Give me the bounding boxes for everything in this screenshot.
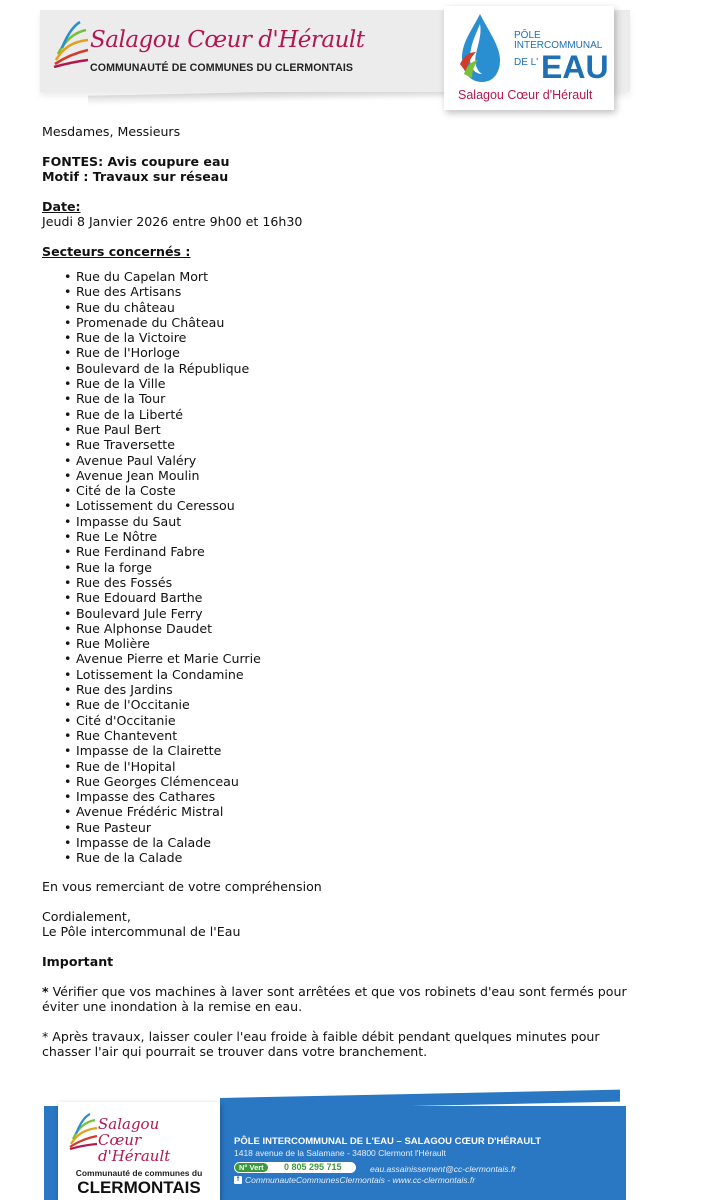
bullet-icon: • <box>64 743 72 759</box>
street-name: Rue de la Liberté <box>76 406 184 422</box>
bullet-icon: • <box>64 773 72 789</box>
street-list-item <box>42 697 642 712</box>
street-name: Rue Georges Clémenceau <box>76 773 239 789</box>
footer-clermontais-label: CLERMONTAIS <box>77 1178 201 1197</box>
street-list-item <box>42 759 642 774</box>
street-list-item <box>42 345 642 360</box>
street-name: Rue de l'Hopital <box>76 758 176 774</box>
bullet-icon: • <box>64 360 72 376</box>
footer-title: PÔLE INTERCOMMUNAL DE L'EAU – SALAGOU CŒUR D'HÉRAULT <box>234 1136 542 1147</box>
bullet-icon: • <box>64 391 72 407</box>
street-name: Avenue Paul Valéry <box>76 452 197 468</box>
bullet-icon: • <box>64 345 72 361</box>
street-list-item <box>42 284 642 299</box>
salagou-rays-icon <box>52 20 90 68</box>
footer-rays-icon <box>68 1112 98 1150</box>
bullet-icon: • <box>64 590 72 606</box>
bullet-icon: • <box>64 789 72 805</box>
bullet-icon: • <box>64 330 72 346</box>
bullet-icon: • <box>64 437 72 453</box>
bullet-icon: • <box>64 758 72 774</box>
street-name: Impasse de la Calade <box>76 834 212 850</box>
bullet-icon: • <box>64 804 72 820</box>
footer-clermontais-logo <box>58 1102 220 1200</box>
bullet-icon: • <box>64 544 72 560</box>
numero-vert-badge <box>234 1162 356 1173</box>
street-name: Rue de la Ville <box>76 376 166 392</box>
footer-social-web-link[interactable]: CommunauteCommunesClermontais - www.cc-clermontais.fr <box>245 1175 476 1185</box>
bullet-icon: • <box>64 452 72 468</box>
signature-line: Le Pôle intercommunal de l'Eau <box>42 923 241 939</box>
street-list-item <box>42 804 642 819</box>
street-name: Impasse des Cathares <box>76 789 216 805</box>
subject-line: FONTES: Avis coupure eau <box>42 154 230 169</box>
bullet-icon: • <box>64 727 72 743</box>
numero-vert-label: N° Vert <box>235 1163 268 1172</box>
street-name: Rue de la Calade <box>76 850 183 866</box>
motif-line: Motif : Travaux sur réseau <box>42 169 229 184</box>
bullet-icon: • <box>64 620 72 636</box>
street-list-item <box>42 330 642 345</box>
street-list-item <box>42 636 642 651</box>
street-list-item <box>42 315 642 330</box>
street-name: Rue la forge <box>76 559 152 575</box>
bullet-icon: • <box>64 559 72 575</box>
street-list-item <box>42 437 642 452</box>
street-list-item <box>42 529 642 544</box>
street-list-item <box>42 361 642 376</box>
street-name: Avenue Pierre et Marie Currie <box>76 651 261 667</box>
bullet-icon: • <box>64 666 72 682</box>
numero-vert-number: 0 805 295 715 <box>284 1162 342 1172</box>
street-name: Cité de la Coste <box>76 483 176 499</box>
bullet-icon: • <box>64 269 72 284</box>
street-name: Impasse de la Clairette <box>76 743 222 759</box>
street-list-item <box>42 728 642 743</box>
bullet-icon: • <box>64 513 72 529</box>
eau-delle-label: DE L' <box>514 57 539 68</box>
footer-address: 1418 avenue de la Salamane - 34800 Clermont l'Hérault <box>234 1148 446 1158</box>
bullet-icon: • <box>64 314 72 330</box>
bullet-icon: • <box>64 834 72 850</box>
street-list-item <box>42 789 642 804</box>
street-list-item <box>42 667 642 682</box>
street-name: Rue du Capelan Mort <box>76 269 209 284</box>
street-name: Rue des Jardins <box>76 682 173 698</box>
street-list-item <box>42 713 642 728</box>
street-name: Rue Pasteur <box>76 819 152 835</box>
pole-eau-logo <box>444 6 614 110</box>
street-list-item <box>42 269 642 284</box>
street-name: Avenue Jean Moulin <box>76 467 200 483</box>
street-name: Lotissement la Condamine <box>76 666 244 682</box>
street-name: Rue Traversette <box>76 437 175 453</box>
bullet-icon: • <box>64 299 72 315</box>
street-name: Impasse du Saut <box>76 513 182 529</box>
street-list-item <box>42 820 642 835</box>
email-footer-banner <box>0 1080 702 1200</box>
street-name: Rue de la Victoire <box>76 330 187 346</box>
eau-pole-label <box>514 31 602 51</box>
street-list-item <box>42 606 642 621</box>
note-after-works: * Après travaux, laisser couler l'eau froide à faible débit pendant quelques minutes pour chasser l'air qui pourrait se trouver dans votre branchement. <box>42 1028 600 1059</box>
bullet-icon: • <box>64 682 72 698</box>
street-list-item <box>42 835 642 850</box>
footer-script-line1: Salagou <box>98 1115 160 1133</box>
street-list-item <box>42 575 642 590</box>
street-list-item <box>42 468 642 483</box>
footer-email-link[interactable]: eau.assainissement@cc-clermontais.fr <box>370 1164 517 1174</box>
water-drop-icon <box>458 12 502 84</box>
footer-script-line2: Cœur d'Hérault <box>98 1131 171 1165</box>
street-list-item <box>42 774 642 789</box>
street-list-item <box>42 560 642 575</box>
street-name: Boulevard Jule Ferry <box>76 605 203 621</box>
eau-big-label: EAU <box>541 49 609 85</box>
eau-logo-footer: Salagou Cœur d'Hérault <box>458 88 593 102</box>
street-name: Rue de l'Horloge <box>76 345 180 361</box>
bullet-icon: • <box>64 819 72 835</box>
thanks-line: En vous remerciant de votre compréhension <box>42 878 322 894</box>
greeting: Mesdames, Messieurs <box>42 124 181 139</box>
street-list-item <box>42 651 642 666</box>
street-name: Promenade du Château <box>76 314 225 330</box>
footer-cc-label: Communauté de communes du <box>75 1168 203 1178</box>
street-name: Rue de l'Occitanie <box>76 697 190 713</box>
email-body <box>42 124 642 1059</box>
street-list-item <box>42 850 642 865</box>
bullet-icon: • <box>64 376 72 392</box>
bullet-icon: • <box>64 421 72 437</box>
date-heading: Date: <box>42 199 81 214</box>
note-star: * <box>42 983 49 999</box>
street-name: Rue des Artisans <box>76 284 182 300</box>
street-list-item <box>42 376 642 391</box>
street-list-item <box>42 544 642 559</box>
salagou-script-title: Salagou Cœur d'Hérault <box>90 27 365 53</box>
street-name: Rue du château <box>76 299 175 315</box>
bullet-icon: • <box>64 651 72 667</box>
bullet-icon: • <box>64 483 72 499</box>
footer-script-title <box>98 1116 208 1164</box>
facebook-icon: f <box>234 1176 242 1184</box>
street-name: Rue Alphonse Daudet <box>76 620 213 636</box>
street-name: Avenue Frédéric Mistral <box>76 804 224 820</box>
street-list-item <box>42 743 642 758</box>
street-name: Rue des Fossés <box>76 574 173 590</box>
street-list-item <box>42 453 642 468</box>
street-list-item <box>42 621 642 636</box>
bullet-icon: • <box>64 636 72 652</box>
street-name: Rue Ferdinand Fabre <box>76 544 205 560</box>
street-list-item <box>42 300 642 315</box>
bullet-icon: • <box>64 498 72 514</box>
street-name: Rue Le Nôtre <box>76 529 158 545</box>
eau-pole-line2: INTERCOMMUNAL <box>514 40 603 51</box>
bullet-icon: • <box>64 605 72 621</box>
bullet-icon: • <box>64 574 72 590</box>
salagou-logo <box>52 20 365 80</box>
bullet-icon: • <box>64 529 72 545</box>
eau-pole-line1: PÔLE <box>514 30 541 41</box>
street-list-item <box>42 590 642 605</box>
street-list-item <box>42 498 642 513</box>
street-name: Rue Paul Bert <box>76 421 161 437</box>
bullet-icon: • <box>64 850 72 866</box>
street-name: Lotissement du Ceressou <box>76 498 235 514</box>
important-heading: Important <box>42 953 114 969</box>
street-list-item <box>42 483 642 498</box>
bullet-icon: • <box>64 712 72 728</box>
email-header-banner <box>0 0 702 120</box>
street-list-item <box>42 514 642 529</box>
bullet-icon: • <box>64 406 72 422</box>
note-machines-text: Vérifier que vos machines à laver sont arrêtées et que vos robinets d'eau sont fermés pour éviter une inondation à la remise en eau. <box>42 983 627 1014</box>
street-name: Cité d'Occitanie <box>76 712 176 728</box>
bullet-icon: • <box>64 697 72 713</box>
sectors-heading: Secteurs concernés : <box>42 244 191 259</box>
bullet-icon: • <box>64 284 72 300</box>
street-name: Rue Chantevent <box>76 727 178 743</box>
date-value: Jeudi 8 Janvier 2026 entre 9h00 et 16h30 <box>42 214 303 229</box>
street-list <box>42 269 642 866</box>
street-name: Rue Edouard Barthe <box>76 590 203 606</box>
salagou-subtitle: COMMUNAUTÉ DE COMMUNES DU CLERMONTAIS <box>90 62 354 74</box>
closing-line: Cordialement, <box>42 908 131 924</box>
bullet-icon: • <box>64 467 72 483</box>
street-list-item <box>42 682 642 697</box>
street-list-item <box>42 391 642 406</box>
street-name: Boulevard de la République <box>76 360 250 376</box>
note-machines <box>42 984 642 1014</box>
street-list-item <box>42 422 642 437</box>
street-list-item <box>42 407 642 422</box>
street-name: Rue de la Tour <box>76 391 166 407</box>
street-name: Rue Molière <box>76 636 150 652</box>
